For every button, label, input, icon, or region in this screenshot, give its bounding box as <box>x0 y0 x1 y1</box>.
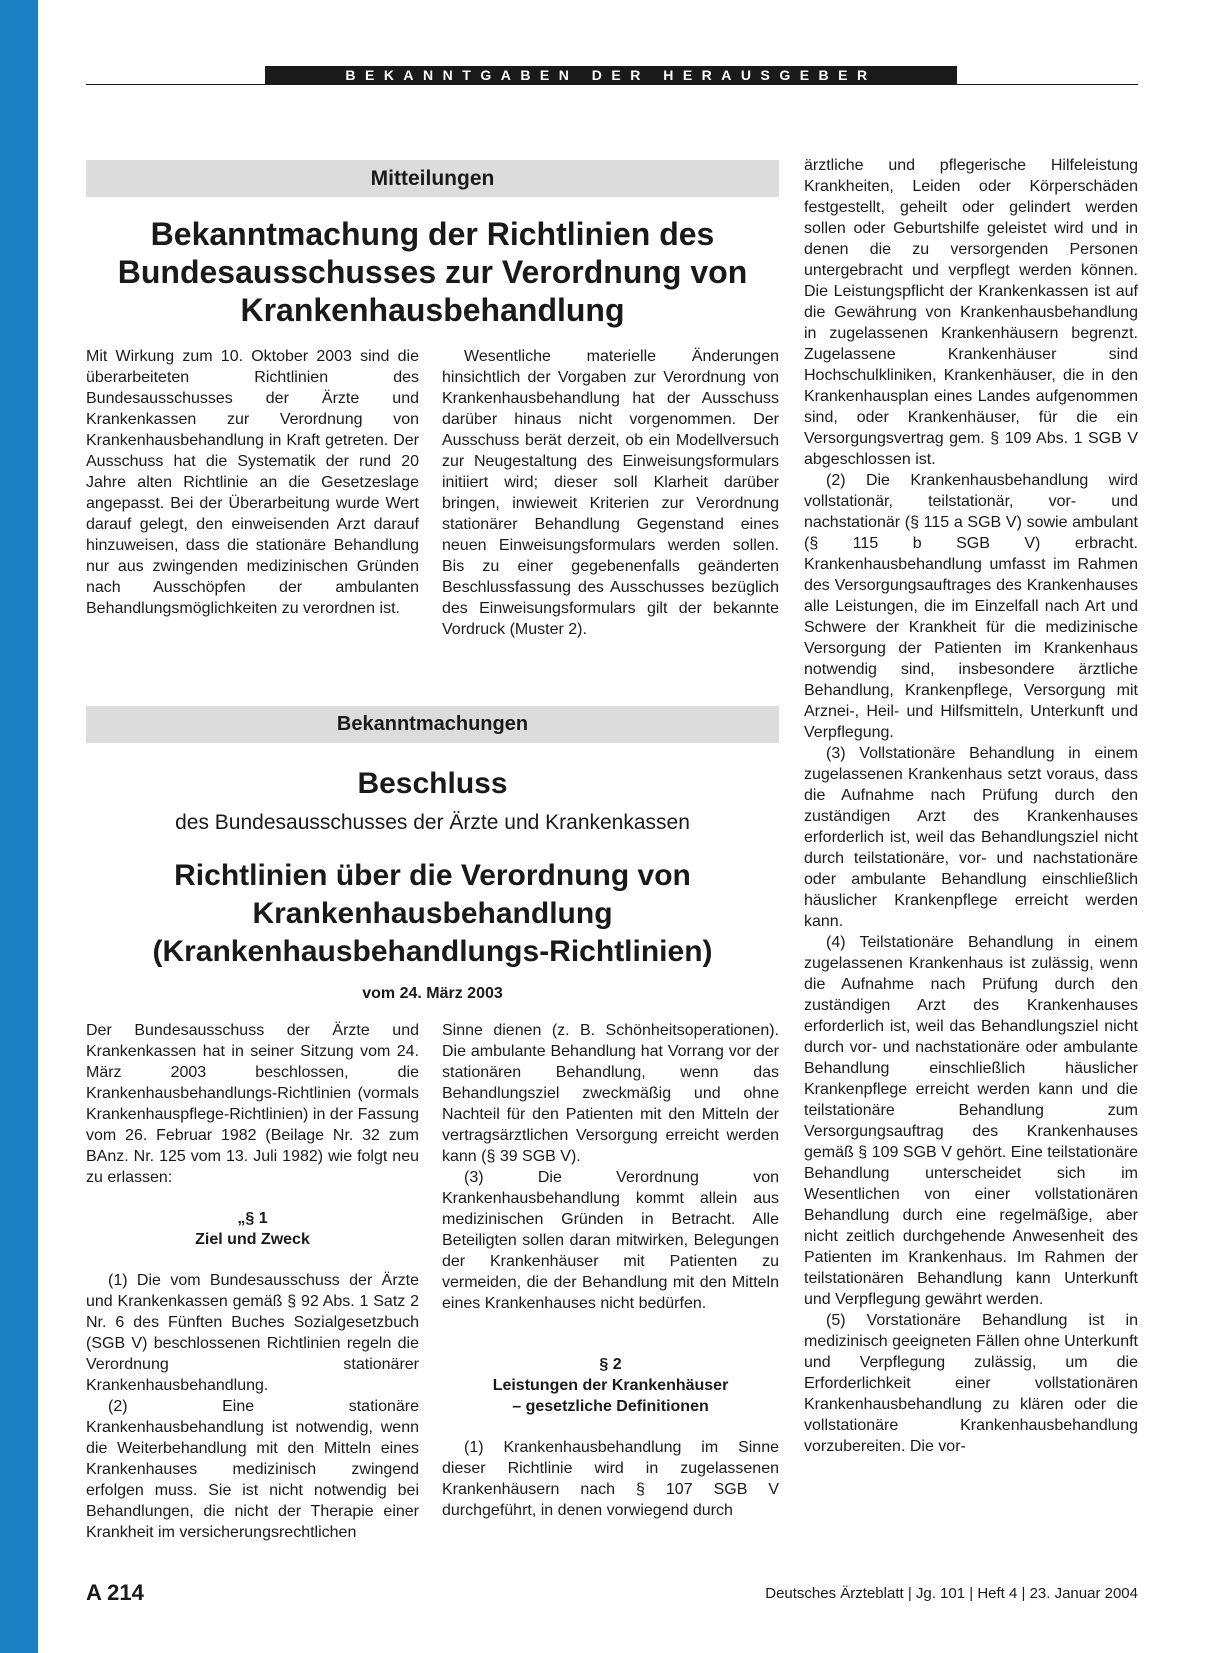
page-number: A 214 <box>86 1580 144 1605</box>
paragraph-2-heading <box>442 1354 779 1417</box>
p2-abs1-start: (1) Krankenhausbehandlung im Sinne dieser Richtlinie wird in zugelassenen Krankenhäusern nach § 107 SGB V durchgeführt, in denen vorwiegend durch <box>442 1439 779 1519</box>
beschluss-title: Beschluss <box>357 767 508 800</box>
rl-title-line3: (Krankenhausbehandlungs-Richtlinien) <box>152 935 713 968</box>
p2-abs1-continued: ärztliche und pflegerische Hilfeleistung Krankheiten, Leiden oder Körperschäden festgestellt, geheilt oder gelindert werden sollen oder Geburtshilfe geleistet wird und in denen die zu versorgenden Personen untergebracht und verpflegt werden können. Die Leistungspflicht der Krankenkassen ist auf die Gewährung von Krankenhausbehandlung in zugelassenen Krankenhäusern begrenzt. Zugelassene Krankenhäuser sind Hochschulkliniken, Krankenhäuser, die in den Krankenhausplan eines Landes aufgenommen sind, oder Krankenhäuser, für die ein Versorgungsvertrag gem. § 109 Abs. 1 SGB V abgeschlossen ist. <box>804 157 1138 468</box>
beschluss-subtitle: des Bundesausschusses der Ärzte und Krankenkassen <box>175 811 690 834</box>
paragraph-2-title-line1: Leistungen der Krankenhäuser <box>492 1377 729 1394</box>
header-rule <box>86 84 1138 85</box>
mitteilungen-band: Mitteilungen <box>86 160 779 197</box>
p2-abs2: (2) Die Krankenhausbehandlung wird vollstationär, teilstationär, vor- und nachstationär (§ 115 a SGB V) sowie ambulant (§ 115 b SGB V) erbracht. Krankenhausbehandlung umfasst im Rahmen des Versorgungsauftrages des Krankenhauses alle Leistungen, die im Einzelfall nach Art und Schwere der Krankheit für die medizinische Versorgung der Patienten im Krankenhaus notwendig sind, insbesondere ärztliche Behandlung, Krankenpflege, Versorgung mit Arznei-, Heil- und Hilfsmitteln, Unterkunft und Verpflegung. <box>804 472 1138 741</box>
section-header-band: BEKANNTGABEN DER HERAUSGEBER <box>265 66 957 84</box>
paragraph-2-title-line2: – gesetzliche Definitionen <box>512 1398 709 1415</box>
paragraph-1-number: „§ 1 <box>237 1210 268 1227</box>
main-title <box>86 215 779 329</box>
main-title-line2: Bundesausschusses zur Verordnung von <box>117 254 748 290</box>
mitteilungen-text-2: Wesentliche materielle Änderungen hinsichtlich der Vorgaben zur Verordnung von Krankenhausbehandlung hat der Ausschuss darüber hinaus nicht vorgenommen. Der Ausschuss berät derzeit, ob ein Modellversuch zur Neugestaltung des Einweisungsformulars initiiert wird; dieser soll Klarheit darüber bringen, inwieweit Kriterien zur Verordnung stationärer Behandlung Gegenstand eines neuen Einweisungsformulars werden sollen. Bis zu einer gegebenenfalls geänderten Beschlussfassung des Ausschusses bezüglich des Einweisungsformulars gilt der bekannte Vordruck (Muster 2). <box>442 348 779 638</box>
rl-title-line1: Richtlinien über die Verordnung von <box>174 859 691 892</box>
rl-title-line2: Krankenhausbehandlung <box>252 897 613 930</box>
right-column <box>804 155 1138 1457</box>
beschluss-col1 <box>86 1020 419 1543</box>
main-title-line1: Bekanntmachung der Richtlinien des <box>150 216 715 252</box>
bekanntmachungen-band: Bekanntmachungen <box>86 706 779 743</box>
intro-text: Der Bundesausschuss der Ärzte und Krankenkassen hat in seiner Sitzung vom 24. März 2003 beschlossen, die Krankenhausbehandlungs-Richtlinien (vormals Krankenhauspflege-Richtlinien) in der Fassung vom 26. Februar 1982 (Beilage Nr. 32 zum BAnz. Nr. 125 vom 13. Juli 1982) wie folgt neu zu erlassen: <box>86 1022 419 1186</box>
main-title-line3: Krankenhausbehandlung <box>240 292 625 328</box>
richtlinien-title <box>86 857 779 971</box>
p1-abs2: (2) Eine stationäre Krankenhausbehandlung ist notwendig, wenn die Weiterbehandlung mit den Mitteln eines Krankenhauses medizinisch zwingend erfolgen muss. Sie ist nicht notwendig bei Behandlungen, die nicht der Therapie einer Krankheit im versicherungsrechtlichen <box>86 1398 419 1541</box>
p1-abs2-continued: Sinne dienen (z. B. Schönheitsoperationen). Die ambulante Behandlung hat Vorrang vor der stationären Behandlung, wenn das Behandlungsziel zweckmäßig und ohne Nachteil für den Patienten mit den Mitteln der vertragsärztlichen Versorgung erreicht werden kann (§ 39 SGB V). <box>442 1022 779 1165</box>
beschluss-col2 <box>442 1020 779 1521</box>
p2-abs5: (5) Vorstationäre Behandlung ist in medizinisch geeigneten Fällen ohne Unterkunft und Verpflegung zulässig, um die Erforderlichkeit einer vollstationären Krankenhausbehandlung zu klären oder die vollstationäre Krankenhausbehandlung vorzubereiten. Die vor- <box>804 1312 1138 1455</box>
p2-abs3: (3) Vollstationäre Behandlung in einem zugelassenen Krankenhaus setzt voraus, dass die Aufnahme nach Prüfung durch den zuständigen Arzt des Krankenhauses erforderlich ist, weil das Behandlungsziel nicht durch teilstationäre, vor- und nachstationäre oder ambulante Behandlung einschließlich häuslicher Krankenpflege erreicht werden kann. <box>804 745 1138 930</box>
p1-abs3: (3) Die Verordnung von Krankenhausbehandlung kommt allein aus medizinischen Gründen in Betracht. Alle Beteiligten sollen daran mitwirken, Belegungen der Krankenhäuser mit Patienten zu vermeiden, die der Behandlung mit den Mitteln eines Krankenhauses nicht bedürfen. <box>442 1169 779 1312</box>
journal-citation: Deutsches Ärzteblatt | Jg. 101 | Heft 4 | 23. Januar 2004 <box>765 1585 1138 1602</box>
mitteilungen-col1 <box>86 346 419 619</box>
edge-color-bar <box>0 0 38 1653</box>
mitteilungen-col2 <box>442 346 779 640</box>
paragraph-1-heading <box>86 1208 419 1250</box>
mitteilungen-text-1: Mit Wirkung zum 10. Oktober 2003 sind die überarbeiteten Richtlinien des Bundesausschusses der Ärzte und Krankenkassen zur Verordnung von Krankenhausbehandlung in Kraft getreten. Der Ausschuss hat die Systematik der rund 20 Jahre alten Richtlinie an die Gesetzeslage angepasst. Bei der Überarbeitung wurde Wert darauf gelegt, den einweisenden Arzt darauf hinzuweisen, dass die stationäre Behandlung nur aus zwingenden medizinischen Gründen nach Ausschöpfen der ambulanten Behandlungsmöglichkeiten zu verordnen ist. <box>86 348 419 617</box>
date-line: vom 24. März 2003 <box>362 985 503 1002</box>
paragraph-1-title: Ziel und Zweck <box>195 1231 310 1248</box>
p1-abs1: (1) Die vom Bundesausschuss der Ärzte und Krankenkassen gemäß § 92 Abs. 1 Satz 2 Nr. 6 des Fünften Buches Sozialgesetzbuch (SGB V) beschlossenen Richtlinien regeln die Verordnung stationärer Krankenhausbehandlung. <box>86 1272 419 1394</box>
p2-abs4: (4) Teilstationäre Behandlung in einem zugelassenen Krankenhaus ist zulässig, wenn die Aufnahme nach Prüfung durch den zuständigen Arzt des Krankenhauses erforderlich ist, weil das Behandlungsziel nicht durch vor- und nachstationäre oder ambulante Behandlung einschließlich häuslicher Krankenpflege erreicht werden kann und die teilstationäre Behandlung zum Versorgungsauftrag des Krankenhauses gemäß § 109 SGB V gehört. Eine teilstationäre Behandlung unterscheidet sich im Wesentlichen von einer vollstationären Behandlung durch eine regelmäßige, aber nicht zeitlich durchgehende Anwesenheit des Patienten im Krankenhaus. Im Rahmen der teilstationären Behandlung kann Unterkunft und Verpflegung gewährt werden. <box>804 934 1138 1308</box>
paragraph-2-number: § 2 <box>599 1356 622 1373</box>
